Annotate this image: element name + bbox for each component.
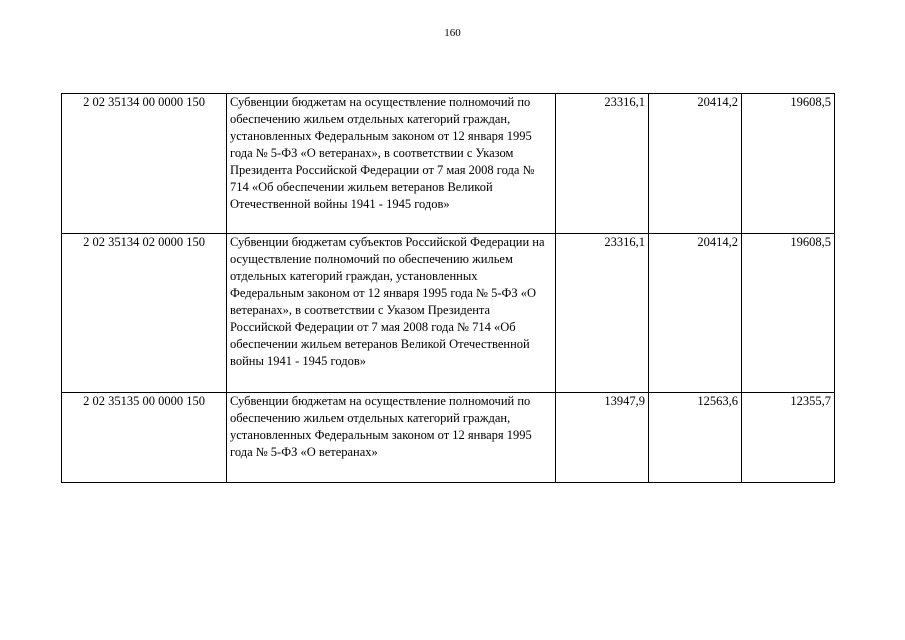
value-cell-2: 20414,2 xyxy=(649,234,742,393)
description-cell: Субвенции бюджетам субъектов Российской Федерации на осуществление полномочий по обеспечению жильем отдельных категорий граждан, установленных Федеральным законом от 12 января 1995 года № 5-ФЗ «О ветеранах», в соответствии с Указом Президента Российской Федерации от 7 мая 2008 года № 714 «Об обеспечении жильем ветеранов Великой Отечественной войны 1941 - 1945 годов» xyxy=(227,234,556,393)
value-cell-1: 23316,1 xyxy=(556,94,649,234)
value-cell-3: 19608,5 xyxy=(742,94,835,234)
description-cell: Субвенции бюджетам на осуществление полномочий по обеспечению жильем отдельных категорий граждан, установленных Федеральным законом от 12 января 1995 года № 5-ФЗ «О ветеранах», в соответствии с Указом Президента Российской Федерации от 7 мая 2008 года № 714 «Об обеспечении жильем ветеранов Великой Отечественной войны 1941 - 1945 годов» xyxy=(227,94,556,234)
budget-code-cell: 2 02 35134 02 0000 150 xyxy=(62,234,227,393)
value-cell-3: 19608,5 xyxy=(742,234,835,393)
value-cell-3: 12355,7 xyxy=(742,393,835,483)
budget-code-cell: 2 02 35134 00 0000 150 xyxy=(62,94,227,234)
table-row xyxy=(62,234,835,393)
table-row xyxy=(62,393,835,483)
page-number: 160 xyxy=(444,27,461,39)
value-cell-2: 12563,6 xyxy=(649,393,742,483)
table-row xyxy=(62,94,835,234)
value-cell-1: 13947,9 xyxy=(556,393,649,483)
budget-table xyxy=(61,93,835,483)
value-cell-2: 20414,2 xyxy=(649,94,742,234)
budget-code-cell: 2 02 35135 00 0000 150 xyxy=(62,393,227,483)
description-cell: Субвенции бюджетам на осуществление полномочий по обеспечению жильем отдельных категорий граждан, установленных Федеральным законом от 12 января 1995 года № 5-ФЗ «О ветеранах» xyxy=(227,393,556,483)
value-cell-1: 23316,1 xyxy=(556,234,649,393)
